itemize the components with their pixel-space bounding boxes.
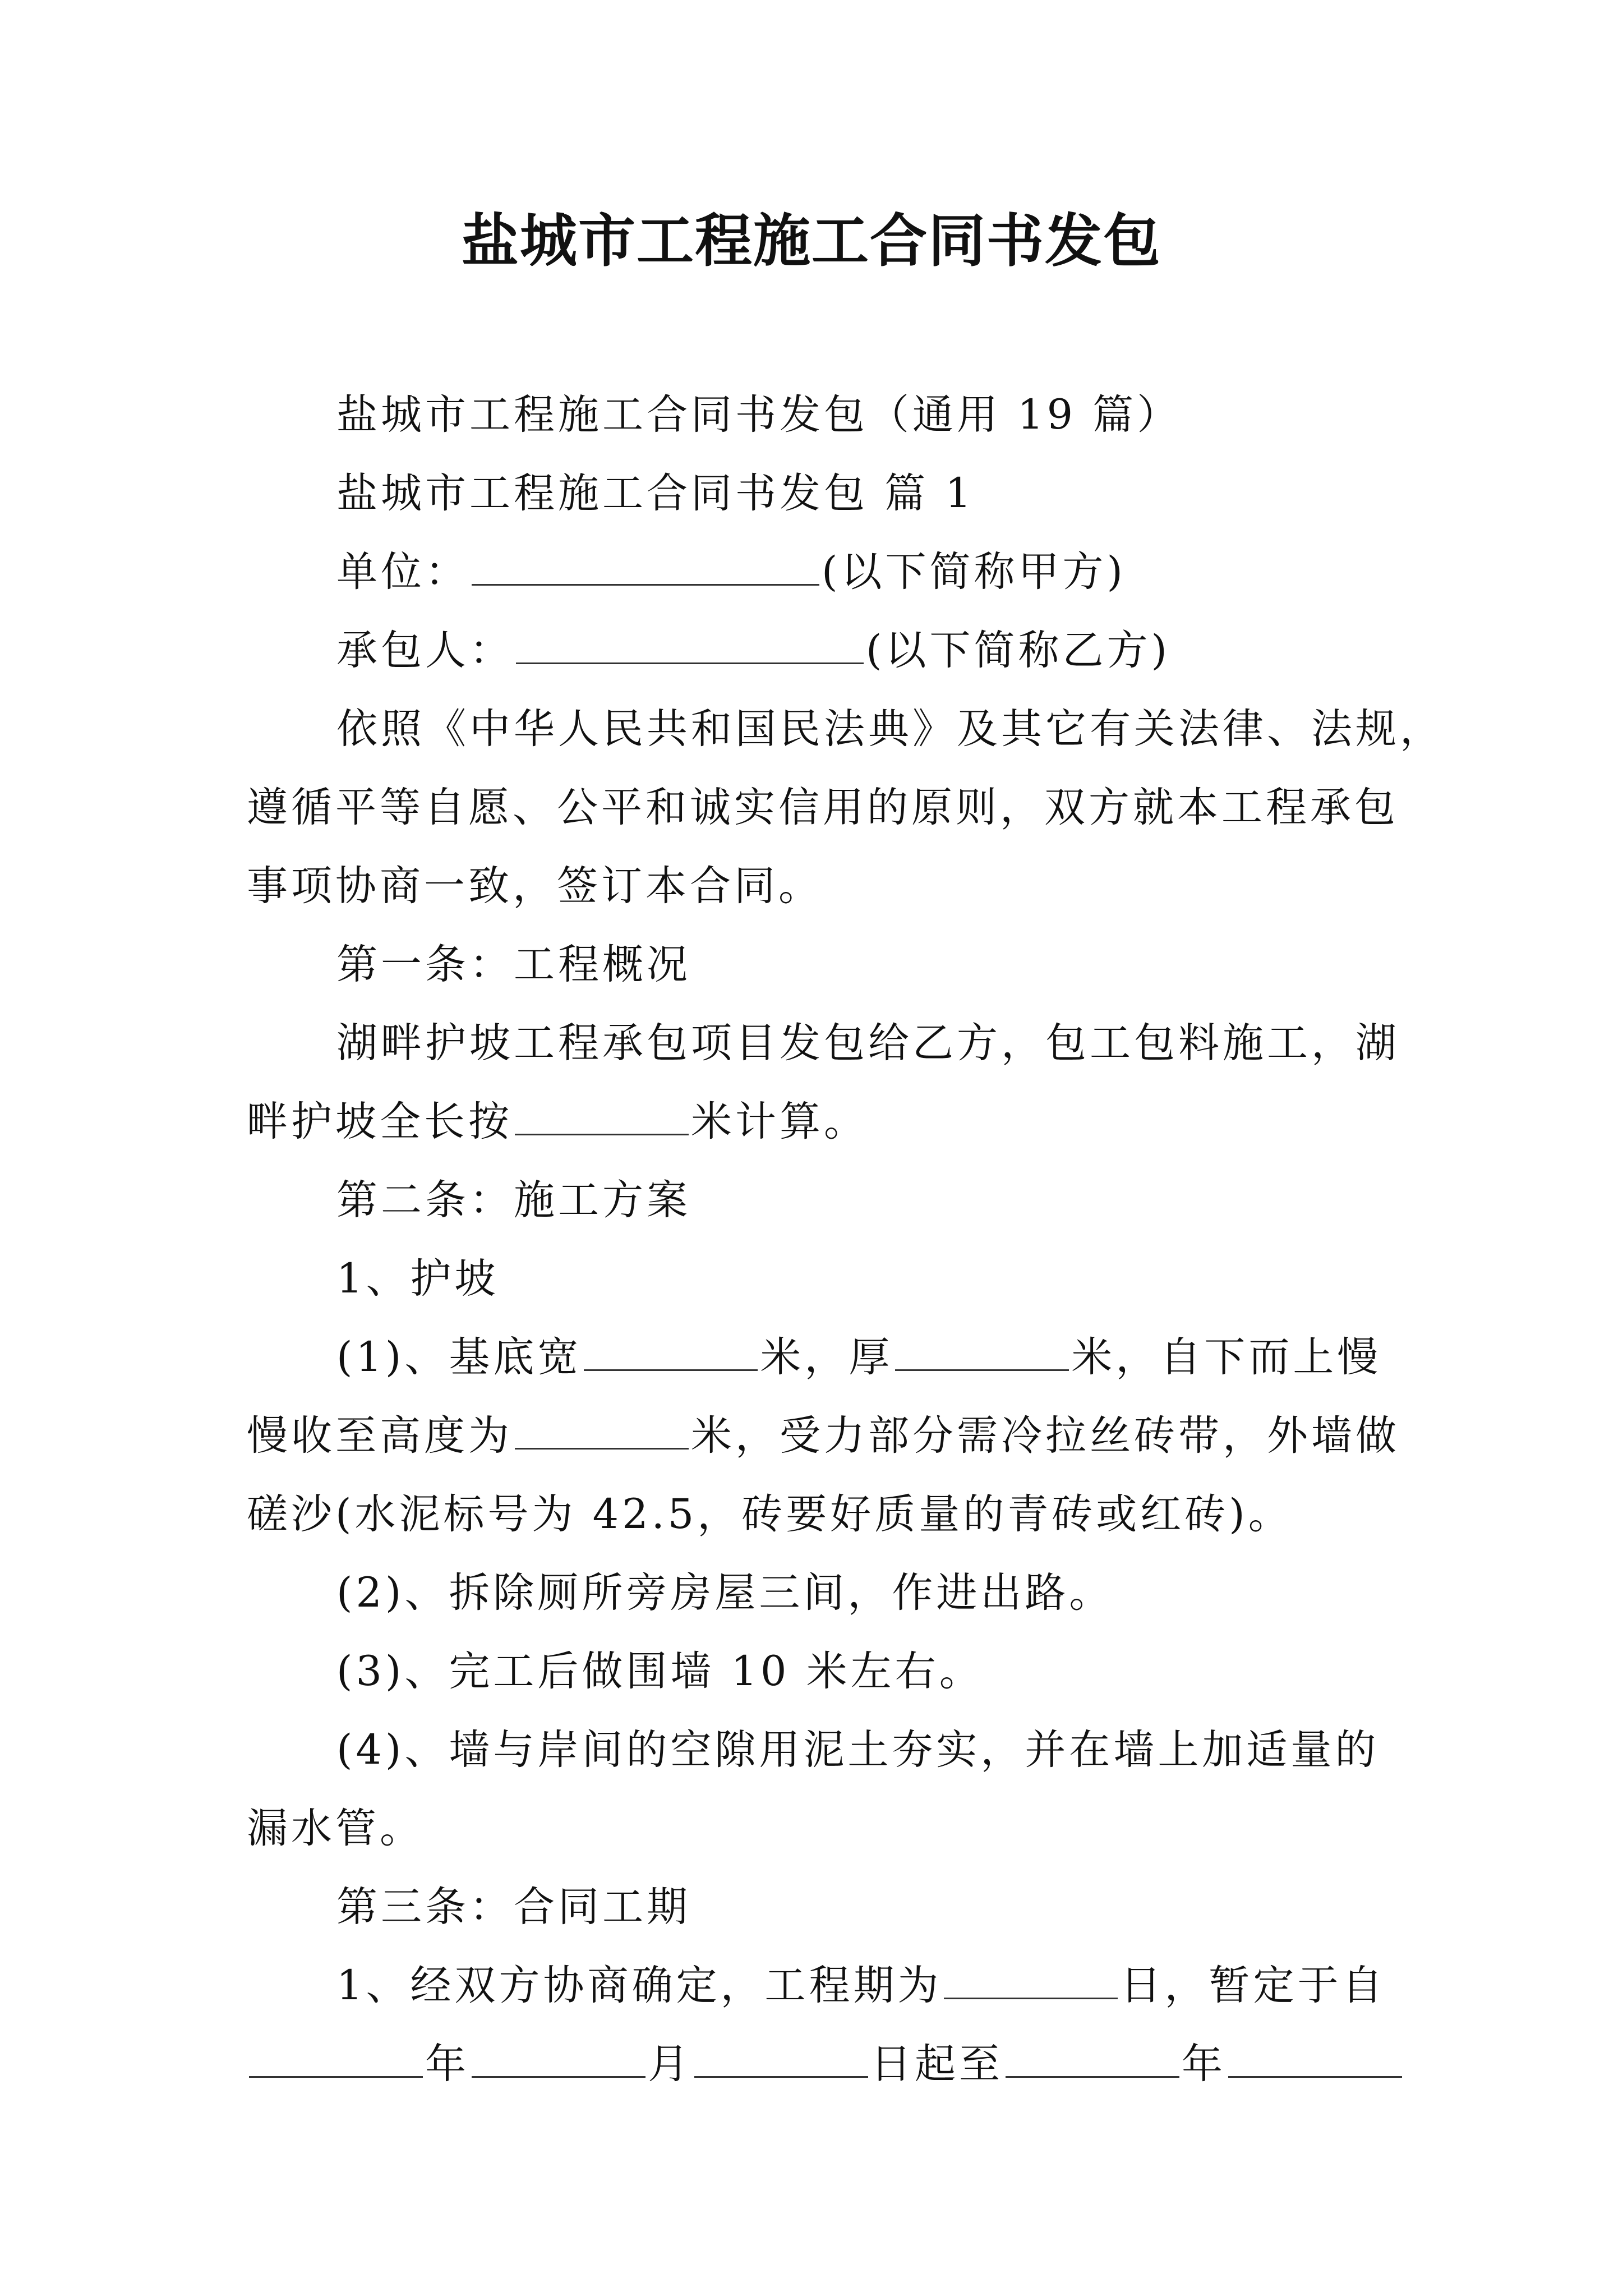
year-label: 年 (1182, 2040, 1226, 2088)
month-label: 月 (648, 2040, 692, 2088)
paragraph-line: 湖畔护坡工程承包项目发包给乙方，包工包料施工，湖 (336, 1019, 1400, 1067)
day-to-label: 日起至 (870, 2040, 1003, 2088)
party-a-note: (以下简称甲方) (822, 548, 1126, 596)
party-b-blank (516, 623, 864, 664)
duration-label: 1、经双方协商确定，工程期为 (336, 1962, 942, 2009)
duration-line (336, 1958, 1391, 2014)
end-month-blank (1228, 2037, 1402, 2078)
paragraph-line: 遵循平等自愿、公平和诚实信用的原则，双方就本工程承包 (247, 784, 1399, 831)
length-blank (515, 1094, 689, 1135)
subtitle-general: 盐城市工程施工合同书发包（通用 19 篇） (336, 391, 1182, 439)
length-unit: 米计算。 (691, 1098, 868, 1145)
paragraph-line: 依照《中华人民共和国民法典》及其它有关法律、法规， (336, 705, 1444, 753)
thickness-blank (895, 1330, 1069, 1371)
item-3: (3)、完工后做围墙 10 米左右。 (336, 1648, 984, 1695)
paragraph-line: 事项协商一致，签订本合同。 (247, 862, 823, 910)
thickness-label: 米，厚 (760, 1333, 893, 1381)
party-a-line (336, 544, 1391, 600)
party-b-label: 承包人： (336, 627, 514, 674)
subtitle-part-1: 盐城市工程施工合同书发包 篇 1 (336, 470, 975, 517)
year-label: 年 (425, 2040, 469, 2088)
article-3-heading: 第三条：合同工期 (336, 1883, 691, 1931)
party-a-label: 单位： (336, 548, 469, 596)
length-line (247, 1094, 1391, 1150)
line-tail: 米，自下而上慢 (1071, 1333, 1382, 1381)
document-title: 盐城市工程施工合同书发包 (462, 208, 1161, 275)
party-b-note: (以下简称乙方) (866, 627, 1170, 674)
base-width-blank (584, 1330, 758, 1371)
line-tail: 米，受力部分需冷拉丝砖带，外墙做 (691, 1412, 1400, 1460)
start-day-blank (694, 2037, 868, 2078)
item-4: (4)、墙与岸间的空隙用泥土夯实，并在墙上加适量的 (336, 1726, 1380, 1774)
start-year-blank (249, 2037, 423, 2078)
paragraph-line: 漏水管。 (247, 1805, 424, 1852)
party-a-blank (472, 545, 819, 586)
paragraph-line: 磋沙(水泥标号为 42.5，砖要好质量的青砖或红砖)。 (247, 1490, 1293, 1538)
base-width-label: (1)、基底宽 (336, 1333, 582, 1381)
height-label: 慢收至高度为 (247, 1412, 513, 1460)
article-2-heading: 第二条：施工方案 (336, 1176, 691, 1224)
line-tail: 日，暂定于自 (1120, 1962, 1386, 2009)
length-label: 畔护坡全长按 (247, 1098, 513, 1145)
item-1-heading: 1、护坡 (336, 1255, 499, 1303)
height-line (247, 1408, 1400, 1464)
end-year-blank (1006, 2037, 1179, 2078)
start-month-blank (472, 2037, 645, 2078)
item-2: (2)、拆除厕所旁房屋三间，作进出路。 (336, 1569, 1114, 1617)
base-width-line (336, 1329, 1391, 1386)
party-b-line (336, 623, 1391, 679)
article-1-heading: 第一条：工程概况 (336, 941, 691, 988)
duration-blank (944, 1958, 1118, 1999)
date-range-line (247, 2036, 1391, 2092)
height-blank (515, 1409, 689, 1450)
